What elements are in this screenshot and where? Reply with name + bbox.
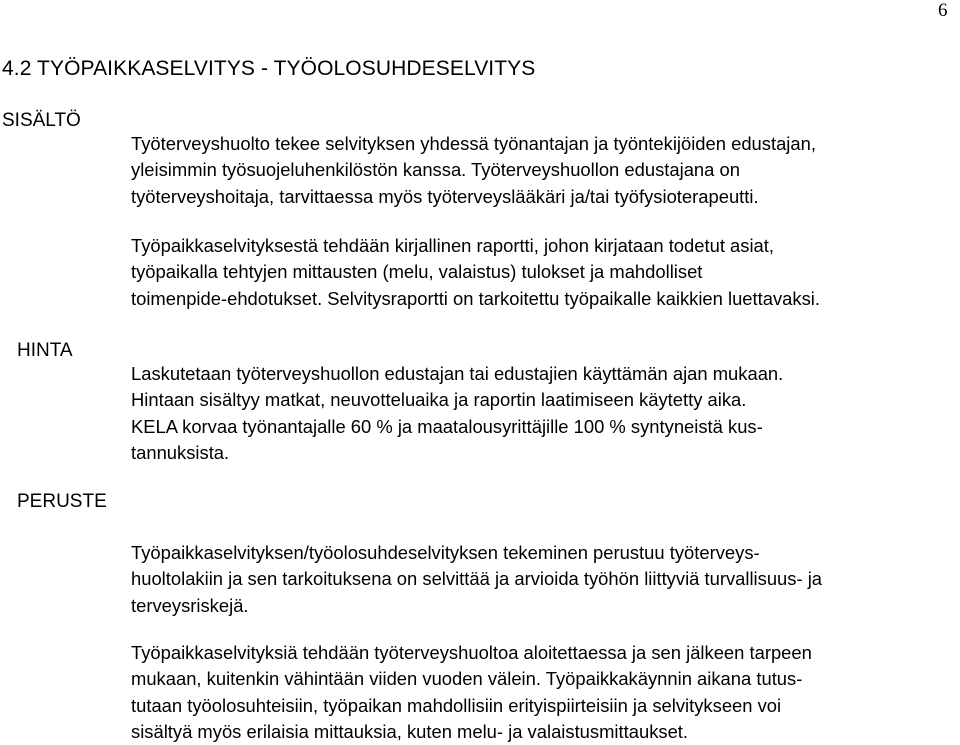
- text-line: terveysriskejä.: [131, 594, 249, 616]
- text-line: työterveyshoitaja, tarvittaessa myös työterveyslääkäri ja/tai työfysioterapeutti.: [131, 185, 759, 207]
- text-line: mukaan, kuitenkin vähintään viiden vuoden välein. Työpaikkakäynnin aikana tutus-: [131, 668, 803, 690]
- text-line: tannuksista.: [131, 441, 230, 463]
- hinta-paragraph: [131, 361, 951, 466]
- label-sisalto: SISÄLTÖ: [2, 110, 81, 131]
- text-line: Työpaikkaselvityksen/työolosuhdeselvityksen tekeminen perustuu työterveys-: [131, 542, 760, 563]
- text-line: Työpaikkaselvityksiä tehdään työterveyshuoltoa aloitettaessa ja sen jälkeen tarpeen: [131, 642, 812, 663]
- peruste-paragraph-2: [131, 640, 951, 745]
- text-line: Laskutetaan työterveyshuollon edustajan tai edustajien käyttämän ajan mukaan.: [131, 363, 784, 384]
- text-line: tutaan työolosuhteisiin, työpaikan mahdollisiin erityispiirteisiin ja selvitykseen voi: [131, 694, 782, 716]
- text-line: Työpaikkaselvityksestä tehdään kirjallinen raportti, johon kirjataan todetut asiat,: [131, 235, 775, 256]
- label-hinta: HINTA: [17, 340, 73, 361]
- sisalto-paragraph-2: [131, 233, 951, 312]
- text-line: Työterveyshuolto tekee selvityksen yhdessä työnantajan ja työntekijöiden edustajan,: [131, 133, 816, 154]
- section-heading: 4.2 TYÖPAIKKASELVITYS - TYÖOLOSUHDESELVITYS: [2, 57, 536, 80]
- text-line: sisältyä myös erilaisia mittauksia, kuten melu- ja valaistusmittaukset.: [131, 720, 689, 742]
- label-peruste: PERUSTE: [17, 491, 107, 512]
- text-line: huoltolakiin ja sen tarkoituksena on selvittää ja arvioida työhön liittyviä turvallisuus- ja: [131, 568, 823, 590]
- text-line: toimenpide-ehdotukset. Selvitysraportti on tarkoitettu työpaikalle kaikkien luettavaksi.: [131, 287, 820, 309]
- page-number: 6: [938, 0, 948, 21]
- text-line: KELA korvaa työnantajalle 60 % ja maatalousyrittäjille 100 % syntyneistä kus-: [131, 415, 763, 437]
- text-line: yleisimmin työsuojeluhenkilöstön kanssa. Työterveyshuollon edustajana on: [131, 159, 740, 181]
- text-line: Hintaan sisältyy matkat, neuvotteluaika ja raportin laatimiseen käytetty aika.: [131, 389, 747, 411]
- peruste-paragraph-1: [131, 540, 951, 619]
- text-line: työpaikalla tehtyjen mittausten (melu, valaistus) tulokset ja mahdolliset: [131, 261, 703, 283]
- sisalto-paragraph-1: [131, 131, 951, 210]
